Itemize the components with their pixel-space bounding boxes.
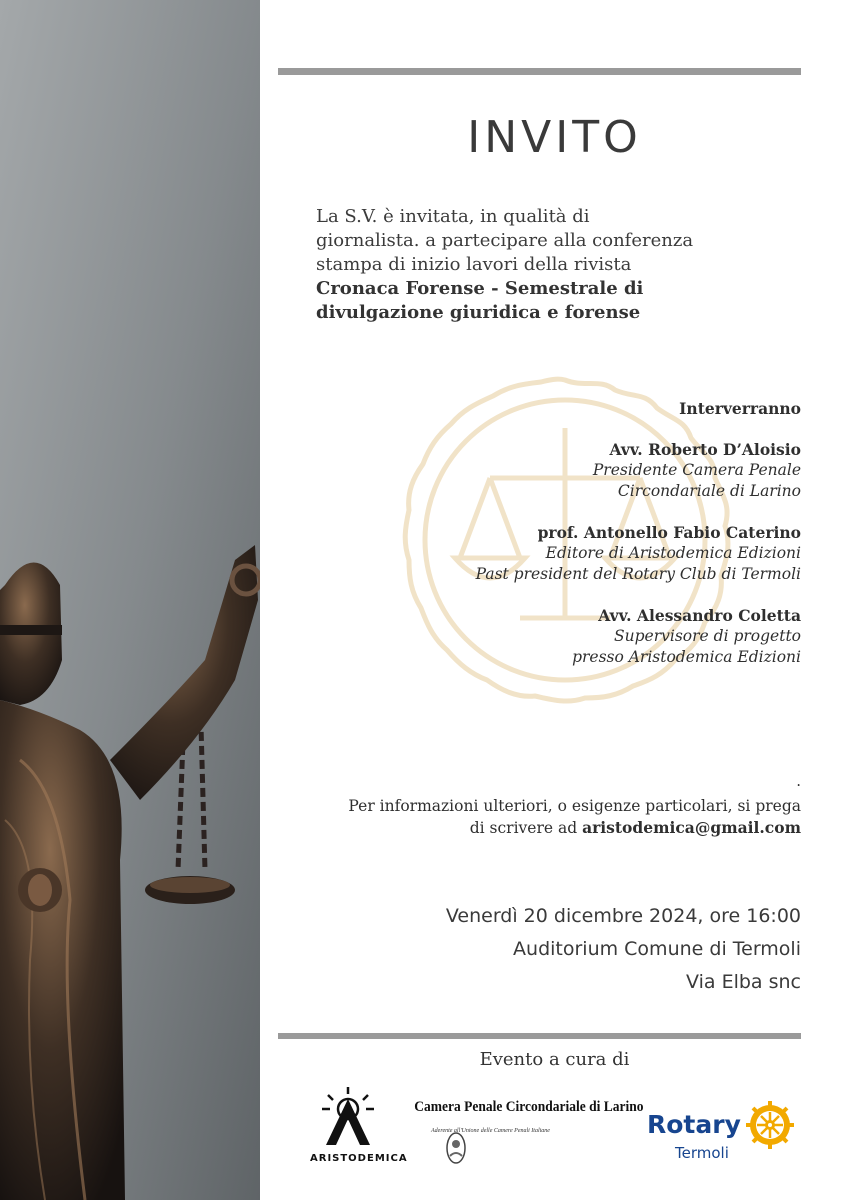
rotary-termoli-logo [647,1100,799,1170]
speaker-role: Past president del Rotary Club di Termoli [475,565,801,583]
separator-dot: . [796,772,801,790]
speaker-role: Supervisore di progetto [614,627,801,645]
speaker-entry [281,522,801,585]
camera-penale-emblem-icon [445,1130,467,1166]
contact-line: Per informazioni ulteriori, o esigenze particolari, si prega [348,797,801,815]
contact-email-link[interactable]: aristodemica@gmail.com [582,818,801,837]
contact-prefix: di scrivere ad [469,819,583,837]
speaker-role: Editore di Aristodemica Edizioni [545,544,801,562]
event-details [281,900,801,999]
event-address: Via Elba snc [686,971,801,993]
aristodemica-emblem-icon [316,1085,380,1147]
speaker-role: Circondariale di Larino [617,482,801,500]
speaker-name: Avv. Alessandro Coletta [598,606,801,625]
event-venue: Auditorium Comune di Termoli [513,938,801,960]
event-date: Venerdì 20 dicembre 2024, ore 16:00 [445,905,801,927]
camera-penale-wordmark: Camera Penale Circondariale di Larino [414,1099,644,1115]
speakers-heading: Interverranno [679,399,801,418]
intro-line: stampa di inizio lavori della rivista [316,254,632,275]
invitation-title: INVITO [467,112,642,163]
camera-penale-subtext: Aderente all'Unione delle Camere Penali Italiane [431,1128,550,1134]
speaker-role: presso Aristodemica Edizioni [572,648,801,666]
journal-subtitle: divulgazione giuridica e forense [316,302,641,323]
speaker-entry [281,605,801,668]
camera-penale-logo [403,1099,644,1134]
intro-line: La S.V. è invitata, in qualità di [316,206,590,227]
rotary-wheel-icon [745,1100,795,1150]
journal-title: Cronaca Forense - Semestrale di [316,278,644,299]
speaker-entry [281,439,801,502]
invitation-text [316,205,816,325]
contact-info [281,796,801,839]
speaker-name: Avv. Roberto D’Aloisio [609,440,801,459]
top-divider [278,68,801,75]
rotary-city: Termoli [675,1144,729,1162]
contact-line [281,817,801,839]
speaker-name: prof. Antonello Fabio Caterino [537,523,801,542]
lady-justice-photo [0,0,260,1200]
intro-line: giornalista. a partecipare alla conferenza [316,230,694,251]
rotary-wordmark: Rotary [647,1110,741,1139]
aristodemica-logo [310,1085,408,1164]
curated-by-label: Evento a cura di [479,1049,630,1070]
bottom-divider [278,1033,801,1039]
speaker-role: Presidente Camera Penale [592,461,801,479]
aristodemica-wordmark: ARISTODEMICA [310,1153,408,1164]
speakers-section [281,398,801,688]
